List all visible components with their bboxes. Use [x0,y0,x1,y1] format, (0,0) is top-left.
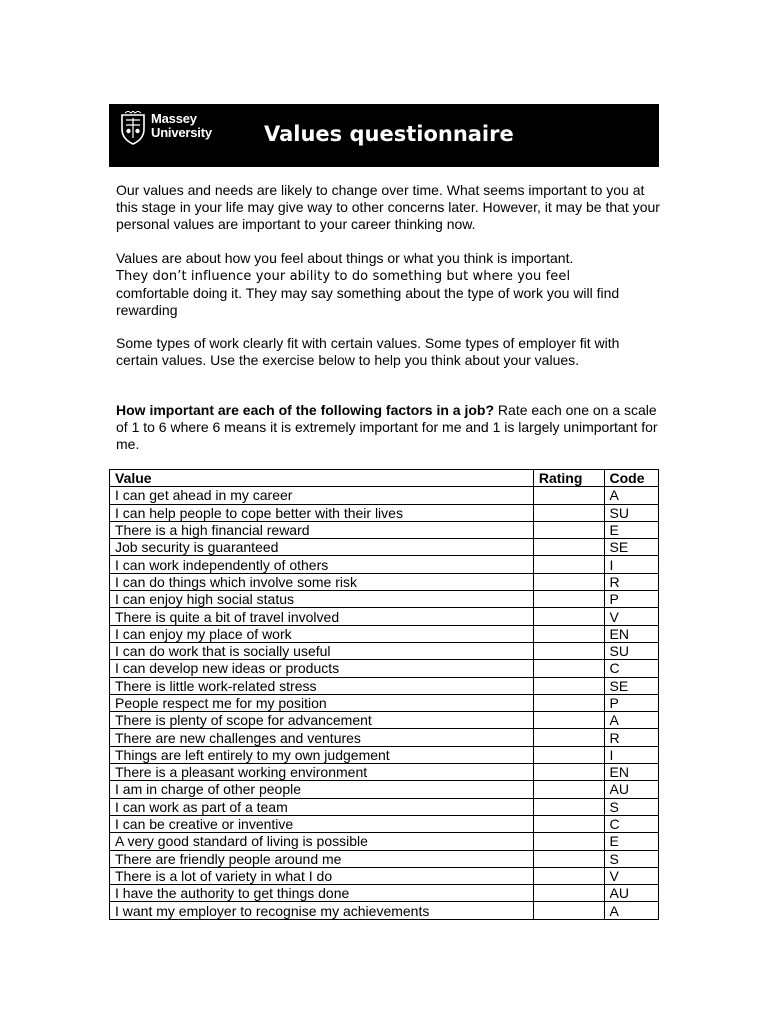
rating-cell[interactable] [533,833,604,850]
paragraph-2-line-1: Values are about how you feel about things or what you think is important. [116,250,574,266]
value-cell: I can do work that is socially useful [110,642,534,659]
rating-cell[interactable] [533,867,604,884]
logo-line-1: Massey [151,111,197,126]
rating-cell[interactable] [533,642,604,659]
code-cell: P [604,591,659,608]
code-cell: C [604,815,659,832]
table-row [110,660,659,677]
value-cell: There is little work-related stress [110,677,534,694]
table-row [110,746,659,763]
table-row [110,642,659,659]
rating-cell[interactable] [533,539,604,556]
rating-cell[interactable] [533,677,604,694]
rating-instructions-text: Rate each one on a scale of 1 to 6 where 6 means it is extremely important for me and 1 is largely unimportant for me. [116,402,658,452]
table-row [110,556,659,573]
rating-cell[interactable] [533,729,604,746]
table-row [110,521,659,538]
intro-paragraph-1: Our values and needs are likely to change over time. What seems important to you at this stage in your life may give way to other concerns later. However, it may be that your personal values are important to your career thinking now. [116,182,660,232]
value-cell: There is quite a bit of travel involved [110,608,534,625]
table-row [110,798,659,815]
rating-cell[interactable] [533,625,604,642]
code-cell: C [604,660,659,677]
massey-university-logo [120,111,220,145]
column-header-code: Code [604,470,659,487]
rating-cell[interactable] [533,504,604,521]
intro-paragraph-3: Some types of work clearly fit with certain values. Some types of employer fit with certain values. Use the exercise below to help you think about your values. [116,335,620,368]
value-cell: There are new challenges and ventures [110,729,534,746]
value-cell: I can enjoy my place of work [110,625,534,642]
paragraph-2-line-3: comfortable doing it. They may say something about the type of work you will find rewarding [116,285,620,318]
code-cell: E [604,521,659,538]
value-cell: Job security is guaranteed [110,539,534,556]
rating-cell[interactable] [533,573,604,590]
table-row [110,729,659,746]
code-cell: P [604,694,659,711]
header-banner [109,104,659,167]
rating-cell[interactable] [533,746,604,763]
table-row [110,504,659,521]
rating-cell[interactable] [533,591,604,608]
code-cell: AU [604,885,659,902]
code-cell: R [604,573,659,590]
code-cell: A [604,712,659,729]
rating-cell[interactable] [533,556,604,573]
logo-wordmark [151,112,212,140]
university-crest-icon [120,111,146,145]
table-row [110,625,659,642]
code-cell: AU [604,781,659,798]
value-cell: I am in charge of other people [110,781,534,798]
code-cell: S [604,850,659,867]
rating-cell[interactable] [533,694,604,711]
rating-question: How important are each of the following factors in a job? [116,402,495,418]
table-row [110,712,659,729]
rating-cell[interactable] [533,902,604,919]
rating-cell[interactable] [533,798,604,815]
column-header-rating: Rating [533,470,604,487]
table-row [110,677,659,694]
value-cell: There is plenty of scope for advancement [110,712,534,729]
value-cell: I can get ahead in my career [110,487,534,504]
document-title: Values questionnaire [264,122,514,146]
rating-cell[interactable] [533,850,604,867]
value-cell: I can do things which involve some risk [110,573,534,590]
code-cell: A [604,902,659,919]
value-cell: I can work as part of a team [110,798,534,815]
code-cell: SU [604,642,659,659]
value-cell: I can develop new ideas or products [110,660,534,677]
value-cell: There is a high financial reward [110,521,534,538]
rating-cell[interactable] [533,764,604,781]
table-row [110,487,659,504]
value-cell: There is a pleasant working environment [110,764,534,781]
rating-cell[interactable] [533,712,604,729]
value-cell: A very good standard of living is possible [110,833,534,850]
table-row [110,573,659,590]
table-row [110,815,659,832]
rating-cell[interactable] [533,885,604,902]
code-cell: R [604,729,659,746]
table-row [110,591,659,608]
paragraph-2-line-2: They don’t influence your ability to do something but where you feel [116,269,571,284]
logo-line-2: University [151,125,212,140]
rating-cell[interactable] [533,487,604,504]
values-table [109,469,659,920]
table-row [110,764,659,781]
value-cell: Things are left entirely to my own judgement [110,746,534,763]
table-row [110,608,659,625]
code-cell: EN [604,625,659,642]
intro-paragraph-2 [116,250,661,319]
table-row [110,694,659,711]
code-cell: SU [604,504,659,521]
value-cell: There are friendly people around me [110,850,534,867]
code-cell: S [604,798,659,815]
table-row [110,781,659,798]
value-cell: There is a lot of variety in what I do [110,867,534,884]
code-cell: A [604,487,659,504]
code-cell: V [604,867,659,884]
rating-cell[interactable] [533,608,604,625]
value-cell: I can be creative or inventive [110,815,534,832]
rating-cell[interactable] [533,815,604,832]
rating-cell[interactable] [533,521,604,538]
code-cell: V [604,608,659,625]
column-header-value: Value [110,470,534,487]
rating-cell[interactable] [533,660,604,677]
code-cell: I [604,746,659,763]
rating-instructions [116,402,661,453]
table-header-row [110,470,659,487]
code-cell: SE [604,539,659,556]
code-cell: EN [604,764,659,781]
value-cell: I can enjoy high social status [110,591,534,608]
values-table-body [110,487,659,919]
value-cell: I have the authority to get things done [110,885,534,902]
table-row [110,902,659,919]
rating-cell[interactable] [533,781,604,798]
value-cell: People respect me for my position [110,694,534,711]
code-cell: SE [604,677,659,694]
table-row [110,833,659,850]
value-cell: I want my employer to recognise my achievements [110,902,534,919]
table-row [110,867,659,884]
table-row [110,850,659,867]
value-cell: I can help people to cope better with their lives [110,504,534,521]
code-cell: E [604,833,659,850]
table-row [110,539,659,556]
table-row [110,885,659,902]
code-cell: I [604,556,659,573]
value-cell: I can work independently of others [110,556,534,573]
